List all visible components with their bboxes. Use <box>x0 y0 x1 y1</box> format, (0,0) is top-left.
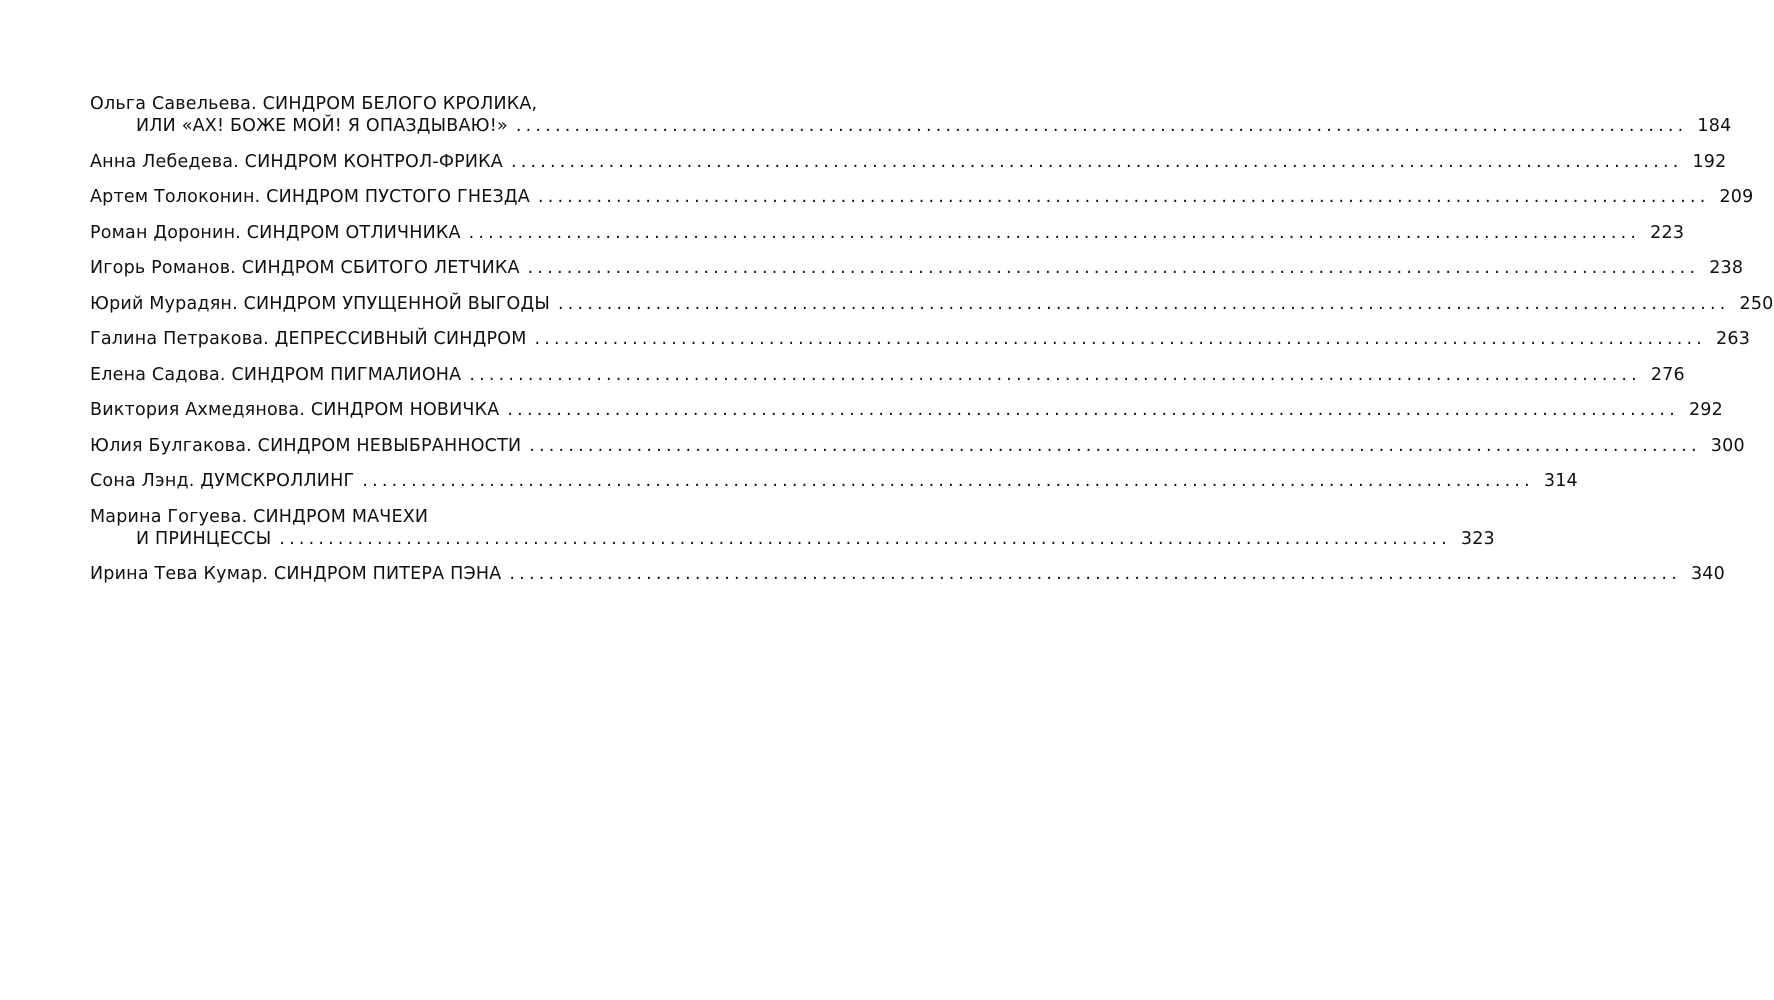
dot-leader: ........................................................................................................................ <box>507 400 1679 420</box>
toc-entry <box>90 506 1495 550</box>
entry-title: Галина Петракова. ДЕПРЕССИВНЫЙ СИНДРОМ <box>90 329 527 349</box>
entry-title: Артем Толоконин. СИНДРОМ ПУСТОГО ГНЕЗДА <box>90 187 530 207</box>
entry-title: Марина Гогуева. СИНДРОМ МАЧЕХИ <box>90 506 429 527</box>
page-number: 314 <box>1543 471 1578 491</box>
toc-line <box>90 470 1578 492</box>
toc-entry <box>90 328 1751 350</box>
toc-entry <box>90 93 1732 137</box>
page-number: 300 <box>1710 435 1745 456</box>
toc-entry <box>90 222 1685 244</box>
page-number: 340 <box>1690 564 1725 584</box>
page-number: 223 <box>1650 222 1685 243</box>
toc-line <box>90 186 1754 208</box>
toc-line <box>90 528 1495 550</box>
page-number: 323 <box>1460 528 1495 549</box>
dot-leader: ........................................................................................................................ <box>537 187 1710 207</box>
dot-leader: ........................................................................................................................ <box>515 116 1688 136</box>
toc-line <box>90 222 1685 244</box>
toc-line <box>90 93 680 115</box>
entry-title: Игорь Романов. СИНДРОМ СБИТОГО ЛЕТЧИКА <box>90 258 520 278</box>
toc-line <box>90 435 1745 457</box>
entry-title: Юлия Булгакова. СИНДРОМ НЕВЫБРАННОСТИ <box>90 435 522 456</box>
dot-leader: ........................................................................................................................ <box>469 364 1641 385</box>
page-number: 238 <box>1709 258 1744 278</box>
toc-line <box>90 293 1774 315</box>
entry-title-continuation: ИЛИ «АХ! БОЖЕ МОЙ! Я ОПАЗДЫВАЮ!» <box>136 116 508 136</box>
entry-title: Роман Доронин. СИНДРОМ ОТЛИЧНИКА <box>90 222 461 243</box>
entry-title: Елена Садова. СИНДРОМ ПИГМАЛИОНА <box>90 364 462 385</box>
page-number: 292 <box>1688 400 1723 420</box>
toc-line <box>90 364 1685 386</box>
entry-title: Ольга Савельева. СИНДРОМ БЕЛОГО КРОЛИКА, <box>90 94 538 114</box>
entry-title: Анна Лебедева. СИНДРОМ КОНТРОЛ-ФРИКА <box>90 151 503 172</box>
entry-title: Ирина Тева Кумар. СИНДРОМ ПИТЕРА ПЭНА <box>90 564 502 584</box>
dot-leader: ........................................................................................................................ <box>527 258 1700 278</box>
toc-line <box>90 257 1744 279</box>
dot-leader: ........................................................................................................................ <box>510 151 1683 172</box>
entry-title: Сона Лэнд. ДУМСКРОЛЛИНГ <box>90 471 355 491</box>
entry-title: Юрий Мурадян. СИНДРОМ УПУЩЕННОЙ ВЫГОДЫ <box>90 293 550 314</box>
entry-title: Виктория Ахмедянова. СИНДРОМ НОВИЧКА <box>90 400 500 420</box>
toc-entry <box>90 470 1578 492</box>
dot-leader: ........................................................................................................................ <box>534 329 1707 349</box>
toc-line <box>90 563 1725 585</box>
toc-line <box>90 506 680 528</box>
toc-entry <box>90 435 1745 457</box>
dot-leader: ........................................................................................................................ <box>468 222 1641 243</box>
toc-entry <box>90 293 1774 315</box>
page-number: 184 <box>1697 116 1732 136</box>
toc-entry <box>90 399 1723 421</box>
toc-entry <box>90 257 1744 279</box>
dot-leader: ........................................................................................................................ <box>279 528 1451 549</box>
toc-line <box>90 399 1723 421</box>
toc-entry <box>90 364 1685 386</box>
dot-leader: ........................................................................................................................ <box>557 293 1730 314</box>
dot-leader: ........................................................................................................................ <box>529 435 1701 456</box>
page-number: 192 <box>1692 151 1727 172</box>
toc-entry <box>90 186 1754 208</box>
page-number: 209 <box>1719 187 1754 207</box>
toc-line <box>90 328 1751 350</box>
dot-leader: ........................................................................................................................ <box>509 564 1681 584</box>
dot-leader: ........................................................................................................................ <box>362 471 1534 491</box>
page-number: 263 <box>1716 329 1751 349</box>
toc-line <box>90 115 1732 137</box>
entry-title-continuation: И ПРИНЦЕССЫ <box>136 528 272 549</box>
table-of-contents <box>90 93 1774 599</box>
page-number: 250 <box>1739 293 1774 314</box>
toc-entry <box>90 151 1727 173</box>
toc-line <box>90 151 1727 173</box>
toc-entry <box>90 563 1725 585</box>
page-number: 276 <box>1650 364 1685 385</box>
